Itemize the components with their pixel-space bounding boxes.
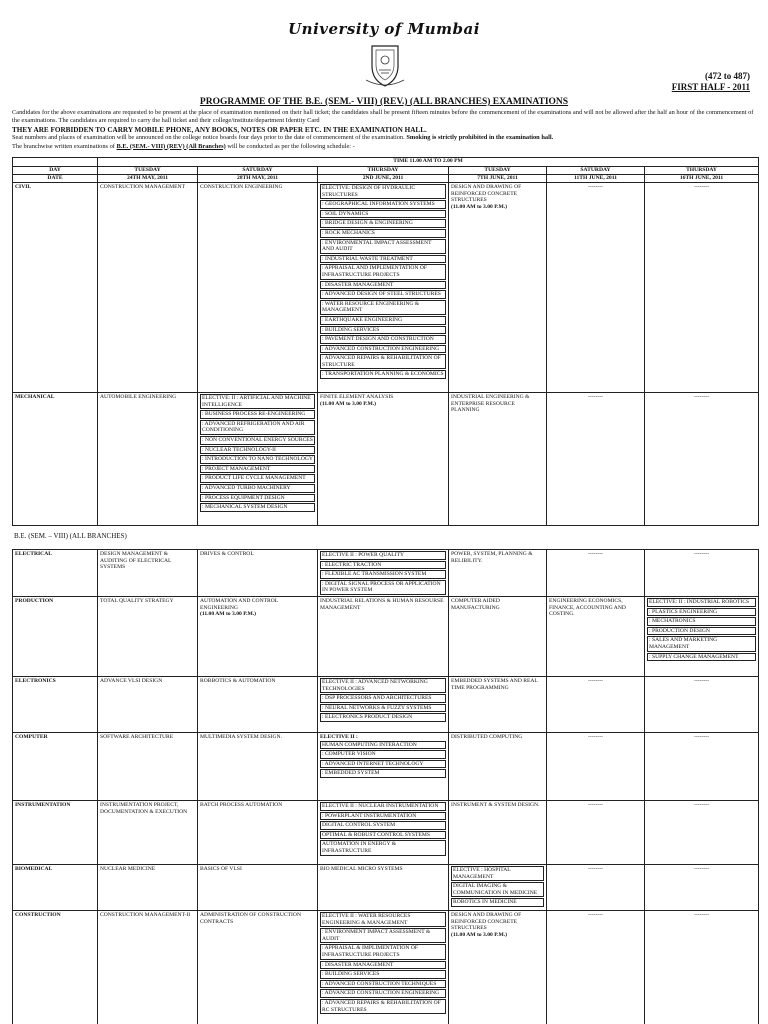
elective-item: : SUPPLY CHANGE MANAGEMENT <box>647 653 756 662</box>
table-row <box>13 732 759 800</box>
mechanical-electives <box>198 393 318 526</box>
day-header: TUESDAY <box>98 167 198 175</box>
electronics-paper-4: EMBEDDED SYSTEMS AND REAL TIME PROGRAMMING <box>449 676 547 732</box>
production-paper-2-title: AUTOMATION AND CONTROL ENGINEERING <box>200 597 278 611</box>
construction-paper-4 <box>449 910 547 1024</box>
dash-cell: -------- <box>547 910 645 1024</box>
elective-item: : NON CONVENTIONAL ENERGY SOURCES <box>200 436 315 445</box>
electronics-electives <box>318 676 449 732</box>
smoking-notice: Smoking is strictly prohibited in the examination hall. <box>406 134 554 142</box>
production-electives <box>645 596 759 676</box>
elective-item: ELECTIVE: DESIGN OF HYDRAULIC STRUCTURES <box>320 184 446 199</box>
elective-item: : ELECTRIC TRACTION <box>320 561 446 570</box>
construction-paper-4-time: (11.00 AM to 3.00 P.M.) <box>451 931 508 938</box>
date-header: 28TH MAY, 2011 <box>198 175 318 183</box>
biomedical-paper-1: NUCLEAR MEDICINE <box>98 864 198 910</box>
table-corner <box>13 158 98 167</box>
table-row <box>13 800 759 864</box>
elective-item: ELECTIVE : HOSPITAL MANAGEMENT <box>451 866 544 881</box>
university-crest-icon <box>364 40 406 88</box>
elective-item: : GEOGRAPHICAL INFORMATION SYSTEMS <box>320 200 446 209</box>
dash-cell: -------- <box>645 676 759 732</box>
section-sub-label: B.E. (SEM. – VIII) (ALL BRANCHES) <box>14 532 127 540</box>
date-header: 2ND JUNE, 2011 <box>318 175 449 183</box>
elective-item: : TRANSPORTATION PLANNING & ECONOMICS <box>320 370 446 379</box>
dash-cell: -------- <box>547 732 645 800</box>
civil-paper-4 <box>449 183 547 393</box>
date-header: 16TH JUNE, 2011 <box>645 175 759 183</box>
elective-item: DIGITAL IMAGING & COMMUNICATION IN MEDICINE <box>451 882 544 897</box>
elective-item: : ELECTRONICS PRODUCT DESIGN <box>320 713 446 722</box>
elective-item: : INDUSTRIAL WASTE TREATMENT <box>320 255 446 264</box>
civil-paper-2: CONSTRUCTION ENGINEERING <box>198 183 318 393</box>
time-header: TIME 11.00 AM TO 2.00 PM <box>98 158 759 167</box>
date-header: 11TH JUNE, 2011 <box>547 175 645 183</box>
elective-item: : DIGITAL SIGNAL PROCESS OR APPLICATION IN POWER SYSTEM <box>320 580 446 595</box>
production-paper-3: INDUSTRIAL RELATIONS & HUMAN RESOURSE MANAGEMENT <box>318 596 449 676</box>
table-row <box>13 550 759 597</box>
computer-electives <box>318 732 449 800</box>
civil-paper-4-time: (11.00 AM to 3.00 P.M.) <box>451 203 508 210</box>
schedule-table-2 <box>12 549 759 1024</box>
mechanical-paper-4: INDUSTRIAL ENGINEERING & ENTERPRISE RESOURCE PLANNING <box>449 393 547 526</box>
elective-item: ELECTIVE: II : INDUSTRIAL ROBOTICS <box>647 598 756 607</box>
production-paper-1: TOTAL QUALITY STRATEGY <box>98 596 198 676</box>
dash-cell: -------- <box>547 864 645 910</box>
dash-cell: -------- <box>547 393 645 526</box>
biomedical-paper-2: BASICS OF VLSI <box>198 864 318 910</box>
elective-item: : PRODUCT LIFE CYCLE MANAGEMENT <box>200 474 315 483</box>
instructions-warning: THEY ARE FORBIDDEN TO CARRY MOBILE PHONE, ANY BOOKS, NOTES OR PAPER ETC. IN THE EXAMINATION HALL. <box>12 125 427 134</box>
elective-item: : ADVANCED CONSTRUCTION ENGINEERING <box>320 989 446 998</box>
elective-item: : ENVIRONMENTAL IMPACT ASSESSMENT AND AUDIT <box>320 239 446 254</box>
day-header: SATURDAY <box>198 167 318 175</box>
elective-item: : ADVANCED DESIGN OF STEEL STRUCTURES <box>320 290 446 299</box>
biomedical-paper-3: BIO MEDICAL MICRO SYSTEMS <box>318 864 449 910</box>
day-label: DAY <box>13 167 98 175</box>
table-row <box>13 183 759 393</box>
instructions-para-2 <box>12 134 760 142</box>
elective-item: : WATER RESOURCE ENGINEERING & MANAGEMENT <box>320 300 446 315</box>
elective-item: ROBOTICS IN MEDICINE <box>451 898 544 907</box>
electrical-paper-4: POWER, SYSTEM, PLANNING & RELIBILITY. <box>449 550 547 597</box>
elective-item: : ADVANCED REFRIGERATION AND AIR CONDITIONING <box>200 420 315 435</box>
day-header: TUESDAY <box>449 167 547 175</box>
instructions-para-3 <box>12 143 760 151</box>
elective-item: : DSP PROCESSORS AND ARCHITECTURES <box>320 694 446 703</box>
production-paper-2-time: (11.00 AM to 3.00 P.M.) <box>200 611 257 618</box>
elective-item: : PAVEMENT DESIGN AND CONSTRUCTION <box>320 335 446 344</box>
computer-elective-head: ELECTIVE II : <box>320 733 358 740</box>
mechanical-paper-3-title: FINITE ELEMENT ANALYSIS <box>320 394 394 400</box>
elective-item: : BUSINESS PROCESS RE-ENGINEERING <box>200 410 315 419</box>
elective-item: : SOIL DYNAMICS <box>320 210 446 219</box>
schedule-intro-b: B.E. (SEM.- VIII) (REV) (All Branches) <box>116 142 226 150</box>
elective-item: : FLEXIBLE AC TRANSMISSION SYSTEM <box>320 570 446 579</box>
schedule-intro-a: The branchwise written examinations of <box>12 142 115 150</box>
production-paper-4: COMPUTER AIDED MANUFACTURING <box>449 596 547 676</box>
day-header: THURSDAY <box>318 167 449 175</box>
elective-item: : BRIDGE DESIGN & ENGINEERING <box>320 219 446 228</box>
elective-item: ELECTIVE: II : ARTIFICIAL AND MACHINE INTELLIGENCE <box>200 394 315 409</box>
university-title: University of Mumbai <box>288 20 480 38</box>
elective-item: : BUILDING SERVICES <box>320 326 446 335</box>
elective-item: : DISASTER MANAGEMENT <box>320 281 446 290</box>
construction-paper-2: ADMINISTRATION OF CONSTRUCTION CONTRACTS <box>198 910 318 1024</box>
table-row <box>13 910 759 1024</box>
dash-cell: -------- <box>645 864 759 910</box>
electronics-paper-2: ROBBOTICS & AUTOMATION <box>198 676 318 732</box>
elective-item: : ADVANCED INTERNET TECHNOLOGY <box>320 760 446 769</box>
schedule-table-1 <box>12 157 759 526</box>
elective-item: : PROCESS EQUIPMENT DESIGN <box>200 494 315 503</box>
elective-item: : DISASTER MANAGEMENT <box>320 961 446 970</box>
elective-item: ELECTIVE II : ADVANCED NETWORKING TECHNOLOGIES <box>320 678 446 693</box>
mechanical-paper-3 <box>318 393 449 526</box>
elective-item: HUMAN COMPUTING INTERACTION <box>320 741 446 750</box>
elective-item: : APPRAISAL AND IMPLEMENTATION OF INFRASTRUCTURE PROJECTS <box>320 264 446 279</box>
elective-item: : PLASTICS ENGINEERING <box>647 608 756 617</box>
elective-item: OPTIMAL & ROBUST CONTROL SYSTEMS <box>320 831 446 840</box>
branch-production: PRODUCTION <box>13 596 98 676</box>
dash-cell: -------- <box>645 910 759 1024</box>
civil-paper-1: CONSTRUCTION MANAGEMENT <box>98 183 198 393</box>
elective-item: : EMBEDDED SYSTEM <box>320 769 446 778</box>
elective-item: : INTRODUCTION TO NANO TECHNOLOGY <box>200 455 315 464</box>
branch-electronics: ELECTRONICS <box>13 676 98 732</box>
dash-cell: -------- <box>547 676 645 732</box>
instrumentation-paper-4: INSTRUMENT & SYSTEM DESIGN. <box>449 800 547 864</box>
electronics-paper-1: ADVANCE VLSI DESIGN <box>98 676 198 732</box>
mechanical-paper-3-time: (11.00 AM to 3.00 P.M.) <box>320 400 377 407</box>
dash-cell: -------- <box>645 183 759 393</box>
elective-item: : POWERPLANT INSTRUMENTATION <box>320 812 446 821</box>
branch-biomedical: BIOMEDICAL <box>13 864 98 910</box>
elective-item: : NUCLEAR TECHNOLOGY-II <box>200 446 315 455</box>
elective-item: : EARTHQUAKE ENGINEERING <box>320 316 446 325</box>
instrumentation-paper-2: BATCH PROCESS AUTOMATION <box>198 800 318 864</box>
schedule-intro-c: will be conducted as per the following schedule: - <box>227 142 355 150</box>
elective-item: : PRODUCTION DESIGN <box>647 627 756 636</box>
table-row <box>13 393 759 526</box>
branch-computer: COMPUTER <box>13 732 98 800</box>
elective-item: ELECTIVE II : WATER RESOURCES ENGINEERING & MANAGEMENT <box>320 912 446 927</box>
construction-paper-1: CONSTRUCTION MANAGEMENT-II <box>98 910 198 1024</box>
mechanical-paper-1: AUTOMOBILE ENGINEERING <box>98 393 198 526</box>
computer-paper-1: SOFTWARE ARCHITECTURE <box>98 732 198 800</box>
dash-cell: -------- <box>547 550 645 597</box>
date-label: DATE <box>13 175 98 183</box>
elective-item: : BUILDING SERVICES <box>320 970 446 979</box>
elective-item: DIGITAL CONTROL SYSTEM <box>320 821 446 830</box>
branch-electrical: ELECTRICAL <box>13 550 98 597</box>
date-header: 7TH JUNE, 2011 <box>449 175 547 183</box>
instructions <box>12 109 760 151</box>
day-header: SATURDAY <box>547 167 645 175</box>
elective-item: : ADVANCED REPAIRS & REHABILITATION OF RC STRUCTURES <box>320 999 446 1014</box>
elective-item: : ADVANCED TURBO MACHINERY <box>200 484 315 493</box>
elective-item: : COMPUTER VISION <box>320 750 446 759</box>
computer-paper-4: DISTRIBUTED COMPUTING <box>449 732 547 800</box>
seat-notice: Seat numbers and places of examination will be announced on the college notice boards four days prior to the date of commencement of the examination. <box>12 134 405 142</box>
dash-cell: -------- <box>645 800 759 864</box>
computer-elective-list <box>320 741 446 778</box>
elective-item: : APPRAISAL & IMPLIMENTATION OF INFRASTRUCTURE PROJECTS <box>320 944 446 959</box>
instrumentation-paper-1: INSTRUMENTATION PROJECT, DOCUMENTATION & EXECUTION <box>98 800 198 864</box>
construction-electives <box>318 910 449 1024</box>
computer-paper-2: MULTIMEDIA SYSTEM DESIGN. <box>198 732 318 800</box>
elective-item: : MECHANICAL SYSTEM DESIGN <box>200 503 315 512</box>
elective-item: : MECHATRONICS <box>647 617 756 626</box>
dash-cell: -------- <box>645 393 759 526</box>
instructions-para-1: Candidates for the above examinations are requested to be present at the place of examination mentioned on their hall ticket; the candidates shall be present fifteen minutes before the commencement of the examinations and will not be allowed after the half an hour of the commencement of the examinations. The candidates are required to carry the hall ticket and their college/institute/department Identity Card <box>12 109 754 125</box>
elective-item: ELECTIVE II : POWER QUALITY <box>320 551 446 560</box>
production-paper-5: ENGINEERING ECONOMICS, FINANCE, ACCOUNTING AND COSTING. <box>547 596 645 676</box>
elective-item: : ADVANCED CONSTRUCTION TECHNIQUES <box>320 980 446 989</box>
civil-paper-4-title: DESIGN AND DRAWING OF REINFORCED CONCRETE STRUCTURES <box>451 184 522 204</box>
biomedical-electives <box>449 864 547 910</box>
exam-code: (472 to 487) <box>705 71 750 81</box>
electrical-paper-2: DRIVES & CONTROL <box>198 550 318 597</box>
table-row <box>13 676 759 732</box>
branch-construction: CONSTRUCTION <box>13 910 98 1024</box>
dash-cell: -------- <box>547 800 645 864</box>
elective-item: : PROJECT MANAGEMENT <box>200 465 315 474</box>
table-row <box>13 864 759 910</box>
elective-item: : NEURAL NETWORKS & FUZZY SYSTEMS <box>320 704 446 713</box>
instrumentation-electives <box>318 800 449 864</box>
civil-electives <box>318 183 449 393</box>
elective-item: : ROCK MECHANICS <box>320 229 446 238</box>
dash-cell: -------- <box>645 550 759 597</box>
exam-half: FIRST HALF - 2011 <box>671 82 750 92</box>
branch-instrumentation: INSTRUMENTATION <box>13 800 98 864</box>
electrical-paper-1: DESIGN MANAGEMENT & AUDITING OF ELECTRICAL SYSTEMS <box>98 550 198 597</box>
branch-civil: CIVIL <box>13 183 98 393</box>
day-header: THURSDAY <box>645 167 759 175</box>
dash-cell: -------- <box>547 183 645 393</box>
elective-item: ELECTIVE II : NUCLEAR INSTRUMENTATION <box>320 802 446 811</box>
elective-item: : ADVANCED REPAIRS & REHABILITATION OF STRUCTURE <box>320 354 446 369</box>
elective-item: : SALES AND MARKETING MANAGEMENT <box>647 636 756 651</box>
programme-title: PROGRAMME OF THE B.E. (SEM.- VIII) (REV.) (ALL BRANCHES) EXAMINATIONS <box>199 97 569 107</box>
electrical-electives <box>318 550 449 597</box>
table-row <box>13 596 759 676</box>
date-header: 24TH MAY, 2011 <box>98 175 198 183</box>
elective-item: : ADVANCED CONSTRUCTION ENGINEERING <box>320 345 446 354</box>
production-paper-2 <box>198 596 318 676</box>
branch-mechanical: MECHANICAL <box>13 393 98 526</box>
elective-item: : ENVIRONMENT IMPACT ASSESSMENT & AUDIT <box>320 928 446 943</box>
dash-cell: -------- <box>645 732 759 800</box>
elective-item: AUTOMATION IN ENERGY & INFRASTRUCTURE <box>320 840 446 855</box>
construction-paper-4-title: DESIGN AND DRAWING OF REINFORCED CONCRETE STRUCTURES <box>451 911 522 932</box>
